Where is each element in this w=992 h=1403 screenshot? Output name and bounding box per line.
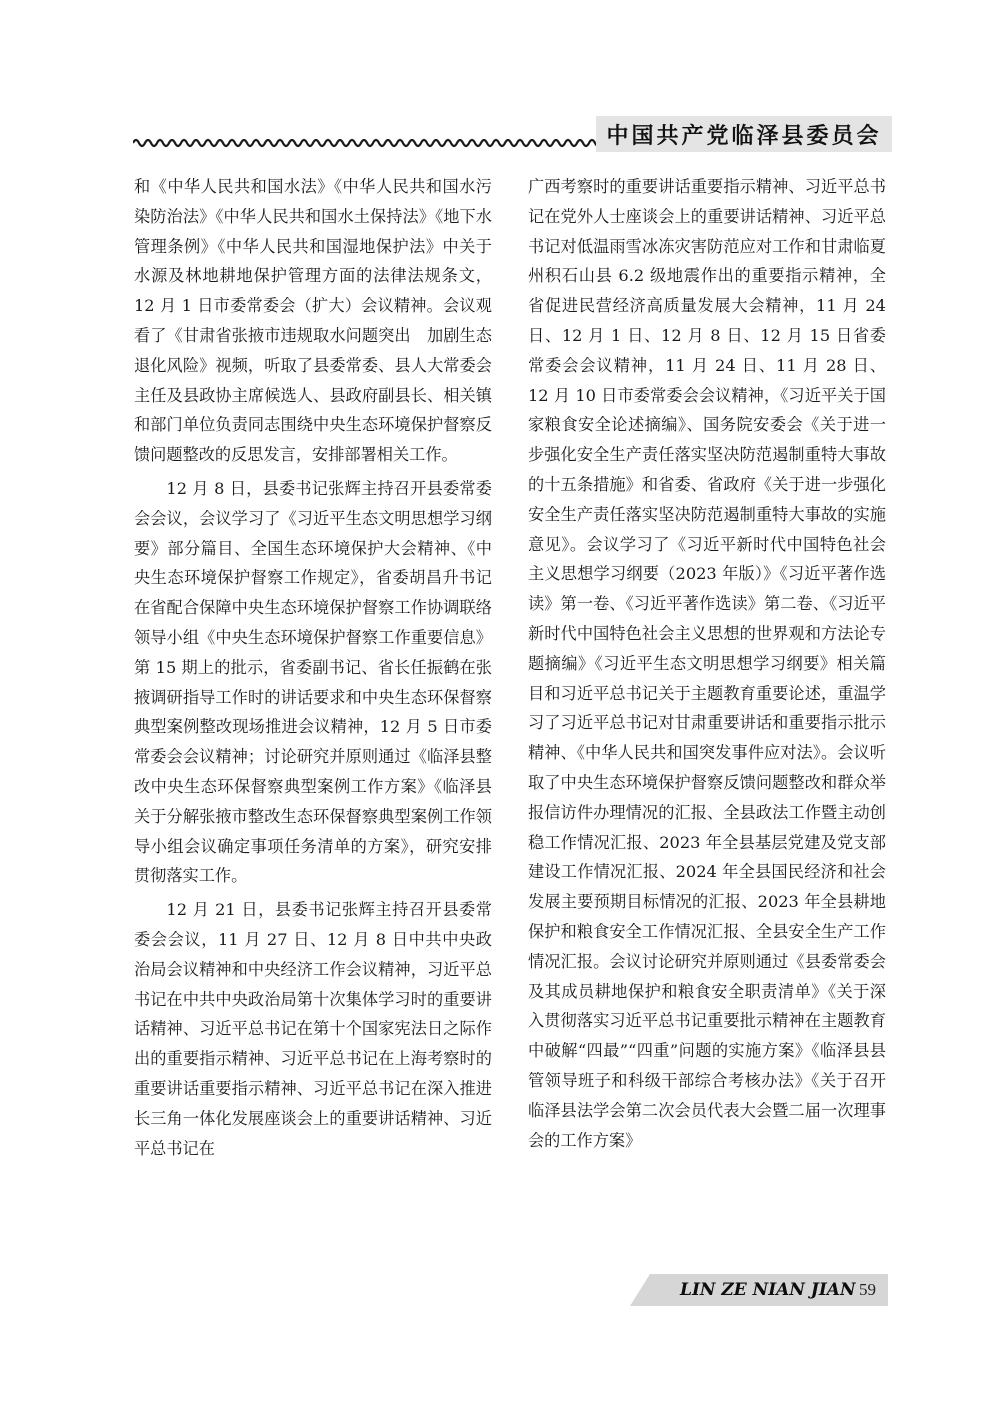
header-wave-rule [133,136,601,150]
left-paragraph-3: 12 月 21 日，县委书记张辉主持召开县委常委会会议，11 月 27 日、12 月 8 日中共中央政治局会议精神和中央经济工作会议精神，习近平总书记在中共中央政治局第十次集体学习时的重要讲话精神、习近平总书记在第十个国家宪法日之际作出的重要指示精神、习近平总书记在上海考察时的重要讲话重要指示精神、习近平总书记在深入推进长三角一体化发展座谈会上的重要讲话精神、习近平总书记在 [134,900,492,1158]
left-column [134,172,492,1163]
right-paragraph-1: 广西考察时的重要讲话重要指示精神、习近平总书记在党外人士座谈会上的重要讲话精神、习近平总书记对低温雨雪冰冻灾害防范应对工作和甘肃临夏州积石山县 6.2 级地震作出的重要指示精神，全省促进民营经济高质量发展大会精神，11 月 24 日、12 月 1 日、12 月 8 日、12 月 15 日省委常委会会议精神，11 月 24 日、11 月 28 日、12 月 10 日市委常委会会议精神，《习近平关于国家粮食安全论述摘编》、国务院安委会《关于进一步强化安全生产责任落实坚决防范遏制重特大事故的十五条措施》和省委、省政府《关于进一步强化安全生产责任落实坚决防范遏制重特大事故的实施意见》。会议学习了《习近平新时代中国特色社会主义思想学习纲要（2023 年版）》《习近平著作选读》第一卷、《习近平著作选读》第二卷、《习近平新时代中国特色社会主义思想的世界观和方法论专题摘编》《习近平生态文明思想学习纲要》相关篇目和习近平总书记关于主题教育重要论述，重温学习了习近平总书记对甘肃重要讲话和重要指示批示精神、《中华人民共和国突发事件应对法》。会议听取了中央生态环境保护督察反馈问题整改和群众举报信访件办理情况的汇报、全县政法工作暨主动创稳工作情况汇报、2023 年全县基层党建及党支部建设工作情况汇报、2024 年全县国民经济和社会发展主要预期目标情况的汇报、2023 年全县耕地保护和粮食安全工作情况汇报、全县安全生产工作情况汇报。会议讨论研究并原则通过《县委常委会及其成员耕地保护和粮食安全职责清单》《关于深入贯彻落实习近平总书记重要批示精神在主题教育中破解“四最”“四重”问题的实施方案》《临泽县县管领导班子和科级干部综合考核办法》《关于召开临泽县法学会第二次会员代表大会暨二届一次理事会的工作方案》 [528,177,886,1150]
left-paragraph-1: 和《中华人民共和国水法》《中华人民共和国水污染防治法》《中华人民共和国水土保持法》《地下水管理条例》《中华人民共和国湿地保护法》中关于水源及林地耕地保护管理方面的法律法规条文，12 月 1 日市委常委会（扩大）会议精神。会议观看了《甘肃省张掖市违规取水问题突出 加剧生态退化风险》视频，听取了县委常委、县人大常委会主任及县政协主席候选人、县政府副县长、相关镇和部门单位负责同志围绕中央生态环境保护督察反馈问题整改的反思发言，安排部署相关工作。 [134,177,492,465]
header-title: 中国共产党临泽县委员会 [596,116,892,152]
right-column [528,172,886,1155]
footer-journal-title: LIN ZE NIAN JIAN [680,1280,856,1300]
page-number: 59 [859,1280,876,1299]
left-paragraph-2: 12 月 8 日，县委书记张辉主持召开县委常委会会议，会议学习了《习近平生态文明思想学习纲要》部分篇目、全国生态环境保护大会精神、《中央生态环境保护督察工作规定》，省委胡昌升书记在省配合保障中央生态环境保护督察工作协调联络领导小组《中央生态环境保护督察工作重要信息》第 15 期上的批示，省委副书记、省长任振鹤在张掖调研指导工作时的讲话要求和中央生态环保督察典型案例整改现场推进会议精神，12 月 5 日市委常委会会议精神；讨论研究并原则通过《临泽县整改中央生态环保督察典型案例工作方案》《临泽县关于分解张掖市整改生态环保督察典型案例工作领导小组会议确定事项任务清单的方案》，研究安排贯彻落实工作。 [134,478,492,886]
